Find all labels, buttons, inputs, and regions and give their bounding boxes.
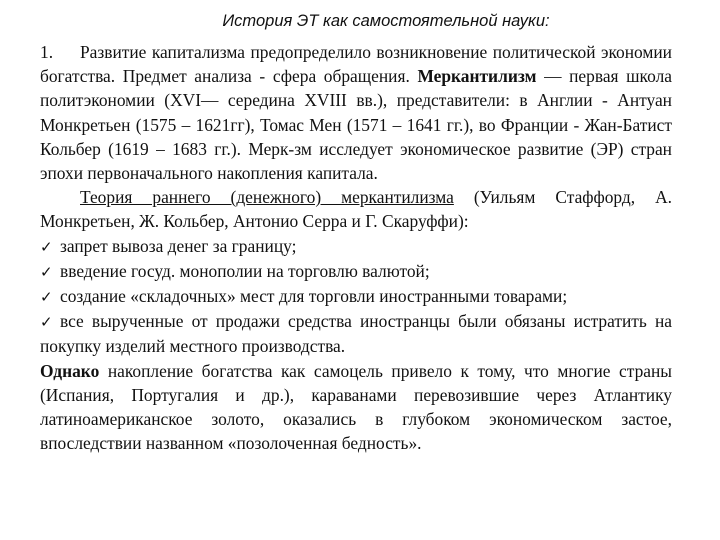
check-item-3 xyxy=(40,284,672,309)
checkmark-icon: ✓ xyxy=(40,262,53,281)
early-theory-text: (Уильям Стаффорд, А. Монкретьен, Ж. Кольбер, Антонио Серра и Г. Скаруффи): xyxy=(40,187,672,232)
checkmark-icon: ✓ xyxy=(40,313,53,332)
conclusion-text: накопление богатства как самоцель привело к тому, что многие страны (Испания, Португалия и др.), караванами перевозившие через Атлантику латиноамериканское золото, оказались в глубоком экономическом застое, впоследствии названном «позолоченная бедность». xyxy=(40,360,672,454)
list-number: 1. xyxy=(40,42,54,62)
check-item-text: введение госуд. монополии на торговлю валютой; xyxy=(60,260,430,281)
check-item-text: все вырученные от продажи средства иностранцы были обязаны истратить на покупку изделий местного производства. xyxy=(40,311,672,357)
check-item-text: создание «складочных» мест для торговли иностранными товарами; xyxy=(60,286,568,307)
check-item-text: запрет вывоза денег за границу; xyxy=(60,235,297,256)
conclusion-paragraph xyxy=(40,359,672,456)
term-mercantilism: Меркантилизм xyxy=(417,66,537,87)
check-item-1 xyxy=(40,234,672,259)
early-theory-heading: Теория раннего (денежного) меркантилизма xyxy=(80,187,454,208)
checkmark-icon: ✓ xyxy=(40,237,53,256)
document-page xyxy=(40,10,672,455)
check-item-2 xyxy=(40,259,672,284)
early-theory-paragraph xyxy=(40,185,672,233)
document-title: История ЭТ как самостоятельной науки: xyxy=(222,12,550,30)
checkmark-icon: ✓ xyxy=(40,288,53,307)
conclusion-lead: Однако xyxy=(40,360,100,381)
intro-text-2: — первая школа политэкономии (XVI— середина XVIII вв.), представители: в Англии - Антуан Монкретьен (1575 – 1621гг), Томас Мен (1571 – 1641 гг.), во Франции - Жан-Батист Кольбер (1619 – 1683 гг.). Мерк-зм исследует экономическое развитие (ЭР) стран эпохи первоначального накопления капитала. xyxy=(40,66,672,184)
intro-paragraph xyxy=(40,40,672,185)
check-item-4 xyxy=(40,309,672,358)
intro-text-1: Развитие капитализма предопределило возникновение политической экономии богатства. Предмет анализа - сфера обращения. xyxy=(40,42,672,87)
